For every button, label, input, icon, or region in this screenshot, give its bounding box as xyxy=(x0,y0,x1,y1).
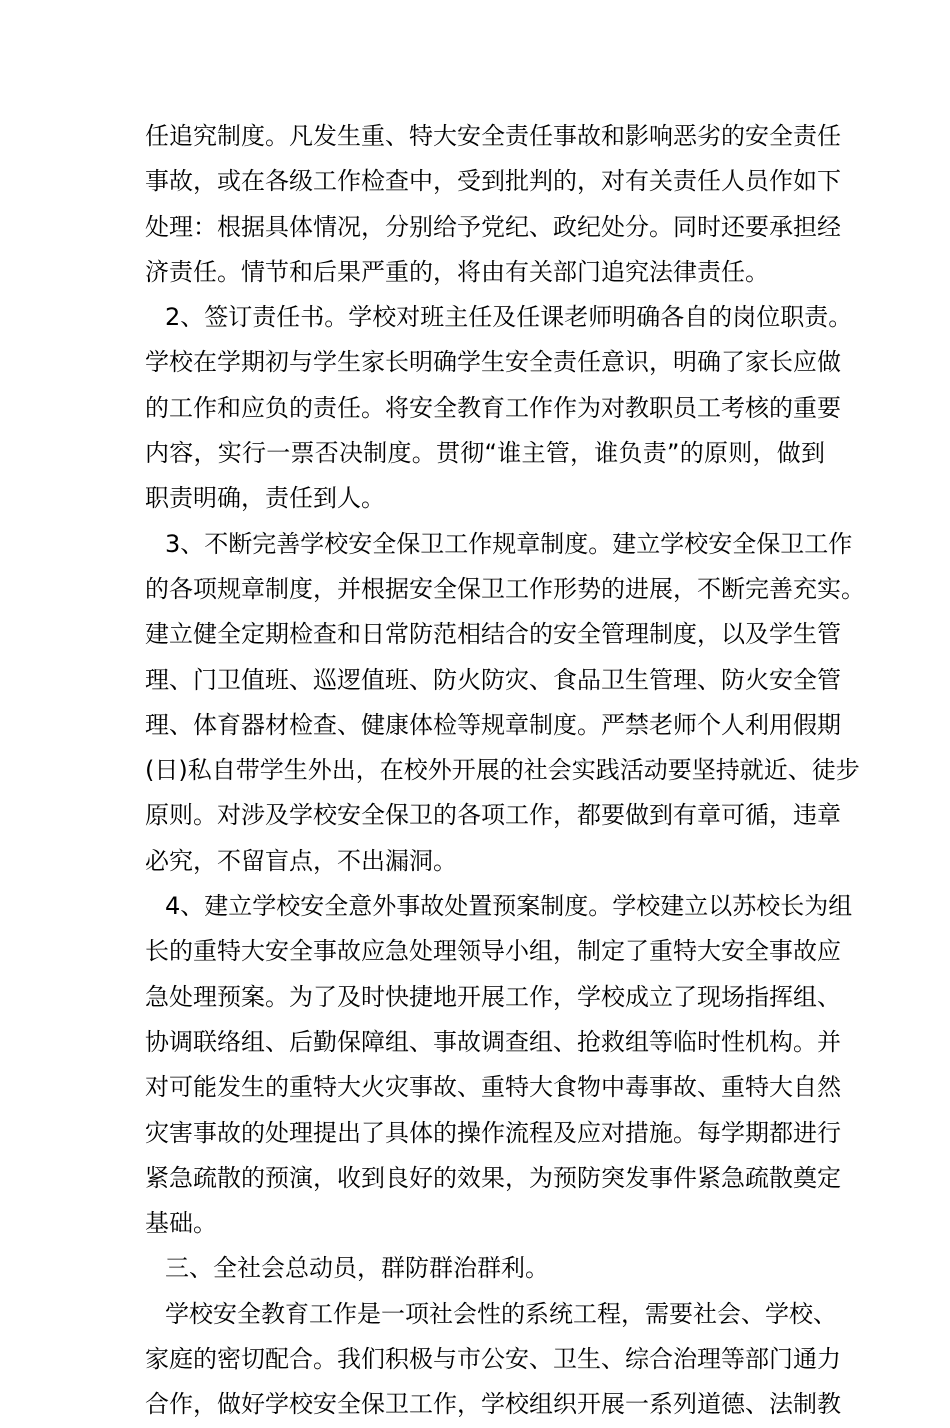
text-line: 原则。对涉及学校安全保卫的各项工作，都要做到有章可循，违章 xyxy=(145,801,841,830)
text-line: 必究，不留盲点，不出漏洞。 xyxy=(145,846,457,875)
text-line: 4、建立学校安全意外事故处置预案制度。学校建立以苏校长为组 xyxy=(165,892,853,921)
text-line: 理、体育器材检查、健康体检等规章制度。严禁老师个人利用假期 xyxy=(145,710,841,739)
document-body xyxy=(145,114,865,1428)
text-line: 2、签订责任书。学校对班主任及任课老师明确各自的岗位职责。 xyxy=(165,303,853,332)
paragraph xyxy=(145,114,841,295)
text-line: 济责任。情节和后果严重的，将由有关部门追究法律责任。 xyxy=(145,257,769,286)
text-line: 家庭的密切配合。我们积极与市公安、卫生、综合治理等部门通力 xyxy=(145,1345,841,1374)
text-line: 3、不断完善学校安全保卫工作规章制度。建立学校安全保卫工作 xyxy=(165,529,853,558)
text-line: 学校安全教育工作是一项社会性的系统工程，需要社会、学校、 xyxy=(165,1299,837,1328)
text-line: 紧急疏散的预演，收到良好的效果，为预防突发事件紧急疏散奠定 xyxy=(145,1163,841,1192)
text-line: 灾害事故的处理提出了具体的操作流程及应对措施。每学期都进行 xyxy=(145,1118,841,1147)
text-line: 长的重特大安全事故应急处理领导小组，制定了重特大安全事故应 xyxy=(145,937,841,966)
text-line: (日)私自带学生外出，在校外开展的社会实践活动要坚持就近、徒步 xyxy=(145,756,860,785)
text-line: 基础。 xyxy=(145,1209,217,1238)
text-line: 处理：根据具体情况，分别给予党纪、政纪处分。同时还要承担经 xyxy=(145,212,841,241)
text-line: 对可能发生的重特大火灾事故、重特大食物中毒事故、重特大自然 xyxy=(145,1073,841,1102)
text-line: 协调联络组、后勤保障组、事故调查组、抢救组等临时性机构。并 xyxy=(145,1027,841,1056)
text-line: 学校在学期初与学生家长明确学生安全责任意识，明确了家长应做 xyxy=(145,348,841,377)
paragraph xyxy=(145,884,853,1246)
text-line: 理、门卫值班、巡逻值班、防火防灾、食品卫生管理、防火安全管 xyxy=(145,665,841,694)
text-line: 任追究制度。凡发生重、特大安全责任事故和影响恶劣的安全责任 xyxy=(145,122,841,150)
section-heading xyxy=(145,1246,825,1291)
text-line: 的各项规章制度，并根据安全保卫工作形势的进展，不断完善充实。 xyxy=(145,574,865,603)
paragraph xyxy=(145,1292,841,1428)
text-line: 合作，做好学校安全保卫工作，学校组织开展一系列道德、法制教 xyxy=(145,1390,841,1419)
text-line: 职责明确，责任到人。 xyxy=(145,484,385,513)
paragraph xyxy=(145,522,865,884)
text-line: 事故，或在各级工作检查中，受到批判的，对有关责任人员作如下 xyxy=(145,167,841,196)
text-line: 的工作和应负的责任。将安全教育工作作为对教职员工考核的重要 xyxy=(145,393,841,422)
text-line: 急处理预案。为了及时快捷地开展工作，学校成立了现场指挥组、 xyxy=(145,982,841,1011)
section-heading-text: 三、全社会总动员，群防群治群利。 xyxy=(165,1254,549,1283)
paragraph xyxy=(145,295,853,521)
text-line: 建立健全定期检查和日常防范相结合的安全管理制度，以及学生管 xyxy=(145,620,841,649)
text-line: 内容，实行一票否决制度。贯彻“谁主管，谁负责”的原则，做到 xyxy=(145,439,825,468)
